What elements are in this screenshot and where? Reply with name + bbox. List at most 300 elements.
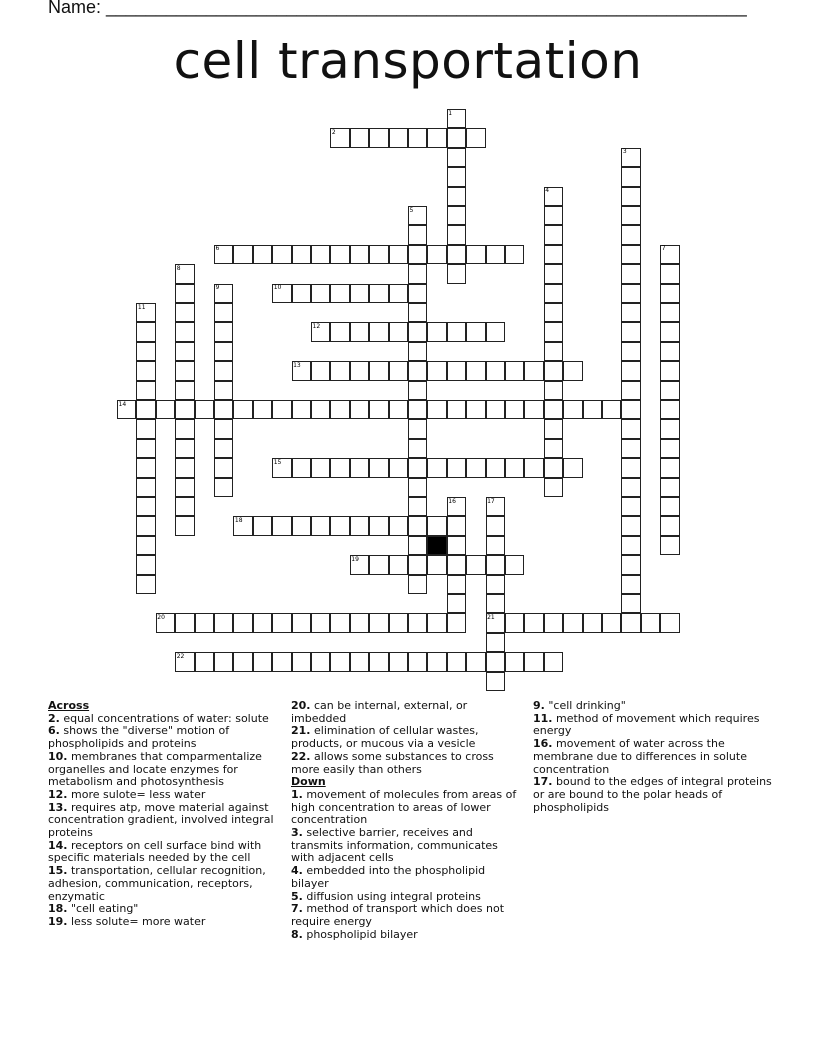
grid-cell[interactable] <box>253 613 272 632</box>
grid-cell[interactable] <box>408 419 427 438</box>
grid-cell[interactable] <box>408 516 427 535</box>
grid-cell[interactable] <box>195 652 214 671</box>
grid-cell[interactable] <box>544 322 563 341</box>
grid-cell[interactable] <box>136 322 155 341</box>
page-title: cell transportation <box>173 32 643 90</box>
grid-cell[interactable] <box>447 458 466 477</box>
down-clue <box>533 738 773 776</box>
clue-number-label: 15. <box>48 864 68 878</box>
grid-cell[interactable] <box>544 361 563 380</box>
grid-cell[interactable] <box>544 458 563 477</box>
grid-cell[interactable] <box>408 575 427 594</box>
clue-text: phospholipid bilayer <box>302 927 418 941</box>
grid-cell[interactable] <box>330 284 349 303</box>
grid-cell[interactable] <box>369 284 388 303</box>
grid-cell[interactable] <box>447 245 466 264</box>
grid-cell[interactable] <box>621 245 640 264</box>
grid-cell[interactable] <box>408 245 427 264</box>
grid-cell[interactable] <box>447 400 466 419</box>
grid-cell[interactable] <box>389 555 408 574</box>
grid-cell[interactable] <box>447 555 466 574</box>
grid-cell[interactable] <box>175 516 194 535</box>
grid-cell[interactable] <box>602 400 621 419</box>
grid-cell[interactable] <box>369 458 388 477</box>
grid-cell[interactable] <box>369 128 388 147</box>
grid-cell[interactable] <box>214 342 233 361</box>
grid-cell[interactable] <box>621 284 640 303</box>
down-clue <box>291 903 523 928</box>
grid-cell[interactable] <box>195 400 214 419</box>
grid-cell[interactable] <box>583 400 602 419</box>
grid-cell[interactable] <box>175 458 194 477</box>
grid-cell[interactable] <box>544 342 563 361</box>
grid-cell[interactable] <box>427 652 446 671</box>
clue-number-label: 17. <box>533 775 553 789</box>
grid-cell[interactable] <box>505 245 524 264</box>
grid-cell[interactable] <box>408 555 427 574</box>
grid-cell[interactable] <box>408 361 427 380</box>
grid-cell[interactable] <box>621 225 640 244</box>
grid-cell[interactable] <box>544 264 563 283</box>
grid-cell[interactable] <box>486 245 505 264</box>
grid-cell[interactable] <box>486 400 505 419</box>
down-clue <box>291 929 523 942</box>
grid-cell[interactable] <box>408 264 427 283</box>
grid-cell[interactable] <box>544 478 563 497</box>
grid-cell[interactable] <box>233 400 252 419</box>
clue-text: method of transport which does not require energy <box>291 902 505 928</box>
clue-text: embedded into the phospholipid bilayer <box>291 864 486 890</box>
grid-cell[interactable] <box>486 322 505 341</box>
clue-number: 3 <box>622 148 627 156</box>
grid-cell[interactable] <box>660 361 679 380</box>
grid-cell[interactable] <box>621 303 640 322</box>
name-line[interactable]: Name: ________________________________________________________________ <box>48 0 747 17</box>
grid-cell[interactable] <box>544 206 563 225</box>
grid-cell[interactable] <box>427 128 446 147</box>
grid-cell[interactable] <box>563 458 582 477</box>
grid-cell[interactable] <box>660 381 679 400</box>
grid-cell[interactable] <box>427 322 446 341</box>
grid-cell[interactable] <box>427 458 446 477</box>
grid-cell[interactable] <box>427 245 446 264</box>
grid-cell[interactable] <box>330 361 349 380</box>
grid-cell[interactable] <box>311 516 330 535</box>
grid-cell[interactable] <box>214 381 233 400</box>
grid-cell[interactable] <box>505 458 524 477</box>
grid-cell[interactable] <box>214 652 233 671</box>
grid-cell[interactable] <box>350 458 369 477</box>
grid-cell[interactable] <box>466 128 485 147</box>
grid-cell[interactable] <box>621 400 640 419</box>
grid-cell[interactable] <box>660 342 679 361</box>
grid-cell[interactable] <box>253 516 272 535</box>
grid-cell[interactable] <box>563 613 582 632</box>
grid-cell[interactable] <box>272 652 291 671</box>
grid-cell[interactable] <box>660 516 679 535</box>
grid-cell[interactable] <box>408 381 427 400</box>
grid-cell[interactable] <box>447 264 466 283</box>
grid-cell[interactable] <box>330 516 349 535</box>
grid-cell[interactable] <box>621 187 640 206</box>
grid-cell[interactable] <box>175 478 194 497</box>
grid-cell[interactable] <box>175 303 194 322</box>
grid-cell[interactable] <box>369 516 388 535</box>
grid-cell[interactable] <box>292 400 311 419</box>
clue-text: membranes that comparmentalize organelles and locate enzymes for metabolism and photosynthesis <box>48 749 262 789</box>
grid-cell[interactable] <box>505 613 524 632</box>
clues-column-2 <box>291 700 523 941</box>
clue-number: 7 <box>661 245 666 253</box>
grid-cell[interactable] <box>389 400 408 419</box>
grid-cell[interactable] <box>136 400 155 419</box>
grid-cell[interactable] <box>136 458 155 477</box>
grid-cell[interactable] <box>427 516 446 535</box>
grid-cell[interactable] <box>447 148 466 167</box>
grid-cell[interactable] <box>486 594 505 613</box>
grid-cell[interactable] <box>389 128 408 147</box>
grid-cell[interactable] <box>466 322 485 341</box>
grid-cell[interactable] <box>136 419 155 438</box>
grid-cell[interactable] <box>389 322 408 341</box>
grid-cell[interactable] <box>136 516 155 535</box>
grid-cell[interactable] <box>621 555 640 574</box>
clue-number: 8 <box>176 264 181 272</box>
grid-cell[interactable] <box>544 652 563 671</box>
grid-cell[interactable] <box>253 245 272 264</box>
grid-cell[interactable] <box>175 400 194 419</box>
grid-cell[interactable] <box>350 361 369 380</box>
grid-cell[interactable] <box>486 555 505 574</box>
grid-cell[interactable] <box>621 497 640 516</box>
clue-number: 2 <box>331 128 336 136</box>
grid-cell[interactable] <box>447 322 466 341</box>
grid-cell[interactable] <box>136 439 155 458</box>
grid-cell[interactable] <box>136 342 155 361</box>
grid-cell[interactable] <box>369 322 388 341</box>
grid-cell[interactable] <box>136 361 155 380</box>
grid-cell[interactable] <box>486 536 505 555</box>
grid-cell[interactable] <box>389 652 408 671</box>
grid-cell[interactable] <box>486 652 505 671</box>
down-clue <box>291 865 523 890</box>
grid-cell[interactable] <box>544 303 563 322</box>
grid-cell[interactable] <box>214 478 233 497</box>
grid-cell[interactable] <box>505 652 524 671</box>
grid-cell[interactable] <box>621 516 640 535</box>
grid-cell[interactable] <box>486 361 505 380</box>
grid-cell[interactable] <box>544 400 563 419</box>
grid-cell[interactable] <box>175 381 194 400</box>
grid-cell[interactable] <box>408 303 427 322</box>
grid-cell[interactable] <box>602 613 621 632</box>
grid-cell[interactable] <box>369 652 388 671</box>
grid-cell[interactable] <box>311 284 330 303</box>
grid-cell[interactable] <box>369 613 388 632</box>
grid-cell[interactable] <box>524 400 543 419</box>
grid-cell[interactable] <box>621 439 640 458</box>
grid-cell[interactable] <box>447 167 466 186</box>
grid-cell[interactable] <box>408 128 427 147</box>
grid-cell[interactable] <box>447 594 466 613</box>
grid-cell[interactable] <box>330 652 349 671</box>
grid-cell[interactable] <box>408 225 427 244</box>
grid-cell[interactable] <box>369 555 388 574</box>
grid-cell[interactable] <box>350 652 369 671</box>
grid-cell[interactable] <box>214 613 233 632</box>
grid-cell[interactable] <box>311 652 330 671</box>
grid-cell[interactable] <box>175 361 194 380</box>
clue-text: "cell drinking" <box>544 699 626 712</box>
grid-cell[interactable] <box>660 458 679 477</box>
grid-cell[interactable] <box>447 206 466 225</box>
grid-cell[interactable] <box>660 478 679 497</box>
grid-cell[interactable] <box>621 322 640 341</box>
grid-cell[interactable] <box>621 613 640 632</box>
across-clue <box>291 751 523 776</box>
grid-cell[interactable] <box>214 400 233 419</box>
grid-cell[interactable] <box>427 555 446 574</box>
grid-cell[interactable] <box>660 497 679 516</box>
grid-cell[interactable] <box>233 652 252 671</box>
grid-cell[interactable] <box>369 400 388 419</box>
grid-cell[interactable] <box>408 342 427 361</box>
grid-cell[interactable] <box>175 613 194 632</box>
grid-cell[interactable] <box>292 613 311 632</box>
grid-cell[interactable] <box>292 458 311 477</box>
grid-cell[interactable] <box>544 439 563 458</box>
grid-cell[interactable] <box>505 361 524 380</box>
grid-cell[interactable] <box>544 381 563 400</box>
grid-cell[interactable] <box>156 400 175 419</box>
grid-cell[interactable] <box>311 400 330 419</box>
grid-cell[interactable] <box>660 284 679 303</box>
grid-cell[interactable] <box>524 361 543 380</box>
grid-cell[interactable] <box>583 613 602 632</box>
across-clue <box>48 916 280 929</box>
grid-cell[interactable] <box>311 245 330 264</box>
grid-cell[interactable] <box>447 575 466 594</box>
grid-cell[interactable] <box>350 284 369 303</box>
across-clue <box>48 840 280 865</box>
grid-cell[interactable] <box>466 458 485 477</box>
grid-cell[interactable] <box>447 128 466 147</box>
clue-text: allows some substances to cross more easily than others <box>291 749 494 776</box>
grid-cell[interactable] <box>427 361 446 380</box>
grid-cell[interactable] <box>466 245 485 264</box>
grid-cell[interactable] <box>621 206 640 225</box>
grid-cell[interactable] <box>427 613 446 632</box>
grid-cell[interactable] <box>486 672 505 691</box>
grid-cell[interactable] <box>389 458 408 477</box>
grid-cell[interactable] <box>389 516 408 535</box>
black-square <box>427 536 446 555</box>
grid-cell[interactable] <box>408 439 427 458</box>
down-clue <box>533 776 773 814</box>
grid-cell[interactable] <box>447 187 466 206</box>
grid-cell[interactable] <box>408 322 427 341</box>
clue-number: 19 <box>351 555 359 563</box>
grid-cell[interactable] <box>660 303 679 322</box>
clue-number-label: 10. <box>48 749 68 763</box>
grid-cell[interactable] <box>292 245 311 264</box>
grid-cell[interactable] <box>233 245 252 264</box>
grid-cell[interactable] <box>311 458 330 477</box>
grid-cell[interactable] <box>544 419 563 438</box>
grid-cell[interactable] <box>389 361 408 380</box>
grid-cell[interactable] <box>408 536 427 555</box>
grid-cell[interactable] <box>466 652 485 671</box>
clue-text: shows the "diverse" motion of phospholipids and proteins <box>48 724 230 751</box>
grid-cell[interactable] <box>660 400 679 419</box>
grid-cell[interactable] <box>621 478 640 497</box>
grid-cell[interactable] <box>292 284 311 303</box>
grid-cell[interactable] <box>505 400 524 419</box>
grid-cell[interactable] <box>369 361 388 380</box>
grid-cell[interactable] <box>563 400 582 419</box>
grid-cell[interactable] <box>175 342 194 361</box>
grid-cell[interactable] <box>486 516 505 535</box>
grid-cell[interactable] <box>466 400 485 419</box>
clue-number: 6 <box>215 245 220 253</box>
grid-cell[interactable] <box>408 458 427 477</box>
grid-cell[interactable] <box>641 613 660 632</box>
grid-cell[interactable] <box>544 245 563 264</box>
grid-cell[interactable] <box>350 322 369 341</box>
across-clue <box>48 865 280 903</box>
grid-cell[interactable] <box>330 458 349 477</box>
grid-cell[interactable] <box>408 284 427 303</box>
grid-cell[interactable] <box>447 361 466 380</box>
grid-cell[interactable] <box>621 575 640 594</box>
grid-cell[interactable] <box>175 439 194 458</box>
grid-cell[interactable] <box>214 322 233 341</box>
grid-cell[interactable] <box>272 613 291 632</box>
grid-cell[interactable] <box>660 439 679 458</box>
grid-cell[interactable] <box>311 613 330 632</box>
grid-cell[interactable] <box>175 497 194 516</box>
grid-cell[interactable] <box>136 536 155 555</box>
grid-cell[interactable] <box>136 381 155 400</box>
grid-cell[interactable] <box>621 381 640 400</box>
grid-cell[interactable] <box>136 478 155 497</box>
grid-cell[interactable] <box>389 284 408 303</box>
grid-cell[interactable] <box>330 400 349 419</box>
grid-cell[interactable] <box>621 594 640 613</box>
grid-cell[interactable] <box>350 516 369 535</box>
grid-cell[interactable] <box>621 458 640 477</box>
grid-cell[interactable] <box>621 361 640 380</box>
grid-cell[interactable] <box>214 458 233 477</box>
grid-cell[interactable] <box>369 245 388 264</box>
grid-cell[interactable] <box>214 303 233 322</box>
clue-number-label: 22. <box>291 749 311 763</box>
grid-cell[interactable] <box>311 361 330 380</box>
grid-cell[interactable] <box>447 516 466 535</box>
grid-cell[interactable] <box>447 536 466 555</box>
grid-cell[interactable] <box>524 613 543 632</box>
grid-cell[interactable] <box>621 167 640 186</box>
grid-cell[interactable] <box>350 128 369 147</box>
grid-cell[interactable] <box>389 613 408 632</box>
grid-cell[interactable] <box>544 613 563 632</box>
grid-cell[interactable] <box>660 264 679 283</box>
grid-cell[interactable] <box>660 419 679 438</box>
grid-cell[interactable] <box>136 575 155 594</box>
clue-number-label: 13. <box>48 800 68 814</box>
clue-number: 12 <box>312 322 321 330</box>
grid-cell[interactable] <box>621 419 640 438</box>
grid-cell[interactable] <box>136 555 155 574</box>
grid-cell[interactable] <box>408 613 427 632</box>
grid-cell[interactable] <box>175 284 194 303</box>
grid-cell[interactable] <box>272 400 291 419</box>
grid-cell[interactable] <box>447 652 466 671</box>
across-clue <box>291 700 523 725</box>
grid-cell[interactable] <box>350 245 369 264</box>
grid-cell[interactable] <box>486 575 505 594</box>
clues-column-1 <box>48 700 280 929</box>
grid-cell[interactable] <box>195 613 214 632</box>
grid-cell[interactable] <box>660 536 679 555</box>
grid-cell[interactable] <box>466 361 485 380</box>
grid-cell[interactable] <box>486 633 505 652</box>
grid-cell[interactable] <box>408 497 427 516</box>
grid-cell[interactable] <box>660 613 679 632</box>
grid-cell[interactable] <box>272 245 291 264</box>
grid-cell[interactable] <box>350 613 369 632</box>
grid-cell[interactable] <box>408 478 427 497</box>
grid-cell[interactable] <box>486 458 505 477</box>
grid-cell[interactable] <box>524 458 543 477</box>
grid-cell[interactable] <box>621 536 640 555</box>
grid-cell[interactable] <box>292 516 311 535</box>
grid-cell[interactable] <box>447 613 466 632</box>
grid-cell[interactable] <box>253 400 272 419</box>
grid-cell[interactable] <box>544 284 563 303</box>
grid-cell[interactable] <box>544 225 563 244</box>
grid-cell[interactable] <box>408 400 427 419</box>
grid-cell[interactable] <box>233 613 252 632</box>
grid-cell[interactable] <box>175 419 194 438</box>
grid-cell[interactable] <box>427 400 446 419</box>
grid-cell[interactable] <box>330 245 349 264</box>
grid-cell[interactable] <box>253 652 272 671</box>
grid-cell[interactable] <box>621 342 640 361</box>
grid-cell[interactable] <box>524 652 543 671</box>
clue-number-label: 14. <box>48 838 68 852</box>
grid-cell[interactable] <box>350 400 369 419</box>
grid-cell[interactable] <box>660 322 679 341</box>
grid-cell[interactable] <box>563 361 582 380</box>
grid-cell[interactable] <box>505 555 524 574</box>
clue-number-label: 2. <box>48 711 60 725</box>
grid-cell[interactable] <box>272 516 291 535</box>
grid-cell[interactable] <box>408 652 427 671</box>
grid-cell[interactable] <box>447 225 466 244</box>
grid-cell[interactable] <box>389 245 408 264</box>
grid-cell[interactable] <box>214 439 233 458</box>
grid-cell[interactable] <box>136 497 155 516</box>
grid-cell[interactable] <box>175 322 194 341</box>
grid-cell[interactable] <box>621 264 640 283</box>
grid-cell[interactable] <box>330 322 349 341</box>
grid-cell[interactable] <box>214 419 233 438</box>
grid-cell[interactable] <box>292 652 311 671</box>
grid-cell[interactable] <box>330 613 349 632</box>
grid-cell[interactable] <box>214 361 233 380</box>
grid-cell[interactable] <box>466 555 485 574</box>
